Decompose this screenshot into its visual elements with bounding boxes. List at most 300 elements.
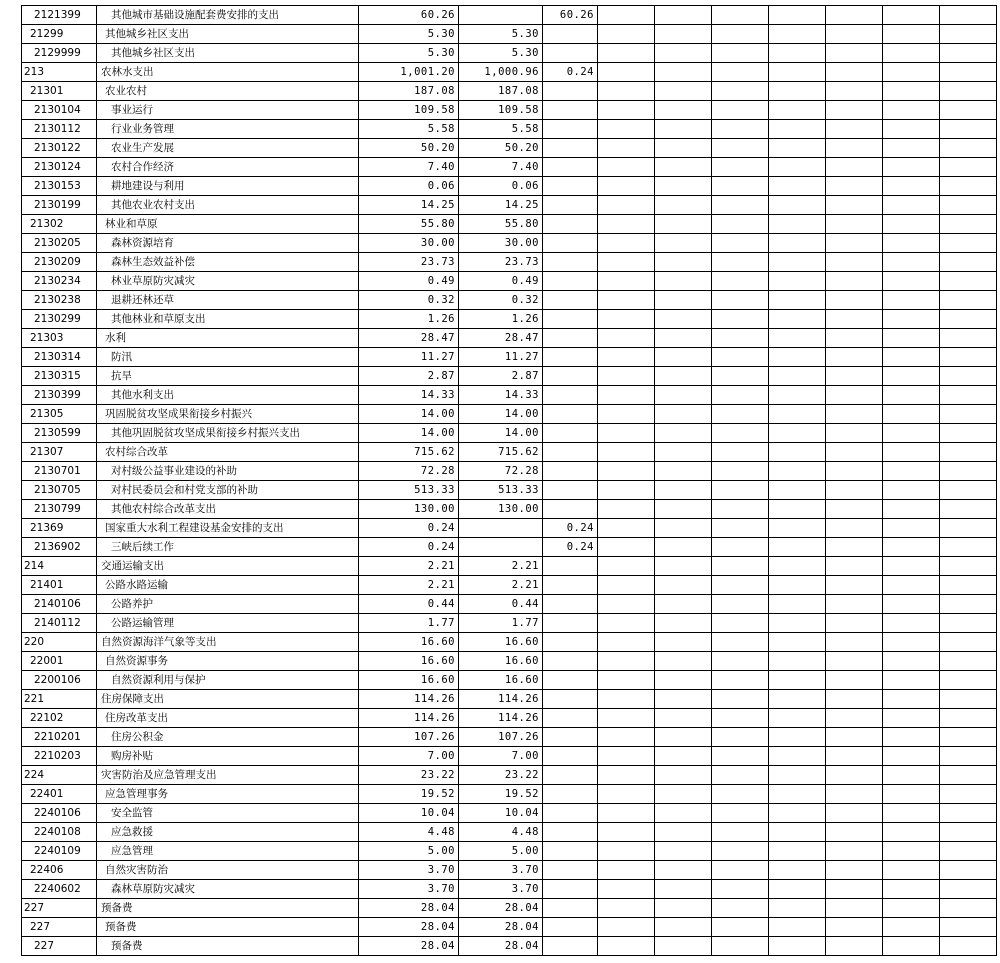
empty-cell <box>598 367 655 386</box>
empty-cell <box>826 861 883 880</box>
empty-cell <box>769 348 826 367</box>
total-amount-cell: 187.08 <box>359 82 459 101</box>
empty-cell <box>712 386 769 405</box>
general-budget-cell: 19.52 <box>459 785 543 804</box>
empty-cell <box>826 25 883 44</box>
total-amount-cell: 0.49 <box>359 272 459 291</box>
total-amount-cell: 10.04 <box>359 804 459 823</box>
subject-code-cell: 2130314 <box>22 348 97 367</box>
empty-cell <box>883 576 940 595</box>
empty-cell <box>883 785 940 804</box>
empty-cell <box>769 500 826 519</box>
empty-cell <box>883 804 940 823</box>
general-budget-cell: 30.00 <box>459 234 543 253</box>
empty-cell <box>826 633 883 652</box>
empty-cell <box>598 899 655 918</box>
total-amount-cell: 30.00 <box>359 234 459 253</box>
general-budget-cell: 16.60 <box>459 652 543 671</box>
table-row <box>22 120 997 139</box>
empty-cell <box>769 177 826 196</box>
empty-cell <box>598 443 655 462</box>
subject-code-cell: 2210201 <box>22 728 97 747</box>
total-amount-cell: 4.48 <box>359 823 459 842</box>
empty-cell <box>769 139 826 158</box>
empty-cell <box>655 614 712 633</box>
empty-cell <box>769 196 826 215</box>
empty-cell <box>712 576 769 595</box>
empty-cell <box>655 424 712 443</box>
empty-cell <box>883 63 940 82</box>
empty-cell <box>712 519 769 538</box>
empty-cell <box>883 310 940 329</box>
empty-cell <box>883 120 940 139</box>
table-row <box>22 329 997 348</box>
empty-cell <box>826 424 883 443</box>
budget-expenditure-table <box>21 5 997 956</box>
empty-cell <box>826 747 883 766</box>
subject-name-cell: 公路运输管理 <box>97 614 359 633</box>
empty-cell <box>769 82 826 101</box>
empty-cell <box>940 481 997 500</box>
empty-cell <box>769 785 826 804</box>
empty-cell <box>655 386 712 405</box>
general-budget-cell: 0.44 <box>459 595 543 614</box>
fund-budget-cell <box>543 880 598 899</box>
subject-code-cell: 21305 <box>22 405 97 424</box>
empty-cell <box>769 63 826 82</box>
fund-budget-cell: 60.26 <box>543 6 598 25</box>
empty-cell <box>598 158 655 177</box>
empty-cell <box>598 272 655 291</box>
general-budget-cell: 23.22 <box>459 766 543 785</box>
empty-cell <box>712 253 769 272</box>
empty-cell <box>598 519 655 538</box>
general-budget-cell: 1,000.96 <box>459 63 543 82</box>
empty-cell <box>712 557 769 576</box>
empty-cell <box>769 25 826 44</box>
empty-cell <box>598 842 655 861</box>
empty-cell <box>940 82 997 101</box>
subject-code-cell: 21307 <box>22 443 97 462</box>
table-row <box>22 158 997 177</box>
empty-cell <box>598 6 655 25</box>
empty-cell <box>883 6 940 25</box>
empty-cell <box>826 652 883 671</box>
total-amount-cell: 0.06 <box>359 177 459 196</box>
fund-budget-cell <box>543 25 598 44</box>
table-row <box>22 557 997 576</box>
table-row <box>22 652 997 671</box>
total-amount-cell: 16.60 <box>359 652 459 671</box>
empty-cell <box>769 310 826 329</box>
table-row <box>22 576 997 595</box>
table-row <box>22 728 997 747</box>
subject-code-cell: 21369 <box>22 519 97 538</box>
table-row <box>22 804 997 823</box>
empty-cell <box>940 443 997 462</box>
subject-code-cell: 2130124 <box>22 158 97 177</box>
empty-cell <box>598 766 655 785</box>
subject-name-cell: 其他城乡社区支出 <box>97 44 359 63</box>
table-row <box>22 443 997 462</box>
empty-cell <box>940 804 997 823</box>
general-budget-cell: 14.00 <box>459 424 543 443</box>
subject-code-cell: 227 <box>22 899 97 918</box>
subject-name-cell: 耕地建设与利用 <box>97 177 359 196</box>
fund-budget-cell: 0.24 <box>543 519 598 538</box>
empty-cell <box>769 899 826 918</box>
table-row <box>22 747 997 766</box>
empty-cell <box>712 652 769 671</box>
empty-cell <box>769 519 826 538</box>
empty-cell <box>712 481 769 500</box>
empty-cell <box>940 272 997 291</box>
total-amount-cell: 5.30 <box>359 25 459 44</box>
total-amount-cell: 715.62 <box>359 443 459 462</box>
empty-cell <box>826 234 883 253</box>
subject-code-cell: 2130234 <box>22 272 97 291</box>
table-row <box>22 500 997 519</box>
subject-name-cell: 其他水利支出 <box>97 386 359 405</box>
empty-cell <box>940 614 997 633</box>
empty-cell <box>883 519 940 538</box>
general-budget-cell: 5.30 <box>459 25 543 44</box>
empty-cell <box>598 120 655 139</box>
empty-cell <box>769 633 826 652</box>
empty-cell <box>826 196 883 215</box>
empty-cell <box>883 538 940 557</box>
empty-cell <box>712 44 769 63</box>
fund-budget-cell <box>543 481 598 500</box>
total-amount-cell: 14.25 <box>359 196 459 215</box>
empty-cell <box>940 291 997 310</box>
fund-budget-cell <box>543 633 598 652</box>
fund-budget-cell <box>543 367 598 386</box>
table-row <box>22 595 997 614</box>
subject-name-cell: 住房保障支出 <box>97 690 359 709</box>
empty-cell <box>940 196 997 215</box>
empty-cell <box>598 291 655 310</box>
empty-cell <box>712 633 769 652</box>
total-amount-cell: 7.40 <box>359 158 459 177</box>
empty-cell <box>883 481 940 500</box>
fund-budget-cell <box>543 196 598 215</box>
empty-cell <box>769 804 826 823</box>
empty-cell <box>769 728 826 747</box>
empty-cell <box>655 747 712 766</box>
empty-cell <box>712 424 769 443</box>
general-budget-cell: 0.32 <box>459 291 543 310</box>
total-amount-cell: 28.04 <box>359 937 459 956</box>
subject-name-cell: 防汛 <box>97 348 359 367</box>
subject-name-cell: 森林生态效益补偿 <box>97 253 359 272</box>
subject-code-cell: 2130299 <box>22 310 97 329</box>
empty-cell <box>769 272 826 291</box>
subject-name-cell: 林业和草原 <box>97 215 359 234</box>
subject-name-cell: 预备费 <box>97 937 359 956</box>
total-amount-cell: 28.04 <box>359 899 459 918</box>
empty-cell <box>883 291 940 310</box>
empty-cell <box>655 576 712 595</box>
empty-cell <box>598 823 655 842</box>
empty-cell <box>883 918 940 937</box>
empty-cell <box>826 329 883 348</box>
empty-cell <box>883 633 940 652</box>
empty-cell <box>883 671 940 690</box>
empty-cell <box>655 25 712 44</box>
empty-cell <box>940 139 997 158</box>
empty-cell <box>655 158 712 177</box>
empty-cell <box>712 785 769 804</box>
fund-budget-cell <box>543 386 598 405</box>
subject-code-cell: 2130701 <box>22 462 97 481</box>
subject-name-cell: 其他农业农村支出 <box>97 196 359 215</box>
fund-budget-cell <box>543 918 598 937</box>
empty-cell <box>598 557 655 576</box>
empty-cell <box>655 671 712 690</box>
empty-cell <box>769 481 826 500</box>
general-budget-cell: 2.87 <box>459 367 543 386</box>
empty-cell <box>769 690 826 709</box>
total-amount-cell: 16.60 <box>359 633 459 652</box>
subject-name-cell: 行业业务管理 <box>97 120 359 139</box>
subject-name-cell: 自然灾害防治 <box>97 861 359 880</box>
empty-cell <box>769 405 826 424</box>
empty-cell <box>598 234 655 253</box>
table-row <box>22 196 997 215</box>
empty-cell <box>712 709 769 728</box>
total-amount-cell: 60.26 <box>359 6 459 25</box>
subject-code-cell: 2240602 <box>22 880 97 899</box>
general-budget-cell: 5.30 <box>459 44 543 63</box>
table-row <box>22 823 997 842</box>
empty-cell <box>940 785 997 804</box>
subject-name-cell: 其他农村综合改革支出 <box>97 500 359 519</box>
empty-cell <box>655 44 712 63</box>
empty-cell <box>598 329 655 348</box>
fund-budget-cell <box>543 785 598 804</box>
empty-cell <box>655 709 712 728</box>
fund-budget-cell <box>543 709 598 728</box>
empty-cell <box>883 595 940 614</box>
empty-cell <box>940 671 997 690</box>
empty-cell <box>883 690 940 709</box>
empty-cell <box>826 158 883 177</box>
empty-cell <box>598 595 655 614</box>
table-row <box>22 291 997 310</box>
total-amount-cell: 16.60 <box>359 671 459 690</box>
empty-cell <box>940 766 997 785</box>
fund-budget-cell <box>543 443 598 462</box>
empty-cell <box>598 690 655 709</box>
empty-cell <box>655 101 712 120</box>
empty-cell <box>655 842 712 861</box>
empty-cell <box>769 918 826 937</box>
empty-cell <box>655 215 712 234</box>
empty-cell <box>598 310 655 329</box>
empty-cell <box>883 329 940 348</box>
subject-code-cell: 2130122 <box>22 139 97 158</box>
empty-cell <box>769 443 826 462</box>
subject-name-cell: 住房改革支出 <box>97 709 359 728</box>
subject-code-cell: 21301 <box>22 82 97 101</box>
empty-cell <box>883 500 940 519</box>
subject-name-cell: 自然资源海洋气象等支出 <box>97 633 359 652</box>
empty-cell <box>826 709 883 728</box>
empty-cell <box>655 538 712 557</box>
subject-code-cell: 2130599 <box>22 424 97 443</box>
empty-cell <box>712 823 769 842</box>
table-row <box>22 538 997 557</box>
table-row <box>22 82 997 101</box>
fund-budget-cell <box>543 272 598 291</box>
empty-cell <box>769 709 826 728</box>
empty-cell <box>769 367 826 386</box>
general-budget-cell: 2.21 <box>459 557 543 576</box>
fund-budget-cell <box>543 215 598 234</box>
total-amount-cell: 0.44 <box>359 595 459 614</box>
total-amount-cell: 50.20 <box>359 139 459 158</box>
empty-cell <box>826 937 883 956</box>
empty-cell <box>712 272 769 291</box>
subject-code-cell: 220 <box>22 633 97 652</box>
empty-cell <box>655 766 712 785</box>
empty-cell <box>826 766 883 785</box>
subject-name-cell: 森林草原防灾减灾 <box>97 880 359 899</box>
table-row <box>22 861 997 880</box>
empty-cell <box>598 462 655 481</box>
empty-cell <box>598 63 655 82</box>
empty-cell <box>826 899 883 918</box>
total-amount-cell: 28.04 <box>359 918 459 937</box>
empty-cell <box>598 405 655 424</box>
subject-code-cell: 2140112 <box>22 614 97 633</box>
subject-name-cell: 应急救援 <box>97 823 359 842</box>
general-budget-cell: 1.77 <box>459 614 543 633</box>
empty-cell <box>826 272 883 291</box>
empty-cell <box>940 918 997 937</box>
empty-cell <box>826 519 883 538</box>
fund-budget-cell <box>543 842 598 861</box>
empty-cell <box>655 272 712 291</box>
empty-cell <box>655 196 712 215</box>
empty-cell <box>883 158 940 177</box>
table-row <box>22 348 997 367</box>
empty-cell <box>655 500 712 519</box>
subject-code-cell: 214 <box>22 557 97 576</box>
general-budget-cell: 513.33 <box>459 481 543 500</box>
table-row <box>22 101 997 120</box>
fund-budget-cell <box>543 500 598 519</box>
empty-cell <box>883 139 940 158</box>
subject-code-cell: 2129999 <box>22 44 97 63</box>
empty-cell <box>655 63 712 82</box>
empty-cell <box>655 918 712 937</box>
table-row <box>22 272 997 291</box>
empty-cell <box>712 82 769 101</box>
empty-cell <box>769 462 826 481</box>
subject-code-cell: 2240108 <box>22 823 97 842</box>
empty-cell <box>940 880 997 899</box>
empty-cell <box>712 158 769 177</box>
table-row <box>22 405 997 424</box>
total-amount-cell: 0.24 <box>359 538 459 557</box>
fund-budget-cell <box>543 101 598 120</box>
subject-name-cell: 抗旱 <box>97 367 359 386</box>
empty-cell <box>655 823 712 842</box>
empty-cell <box>826 177 883 196</box>
table-row <box>22 709 997 728</box>
empty-cell <box>883 443 940 462</box>
subject-code-cell: 21299 <box>22 25 97 44</box>
subject-code-cell: 2210203 <box>22 747 97 766</box>
empty-cell <box>712 348 769 367</box>
empty-cell <box>655 6 712 25</box>
table-row <box>22 519 997 538</box>
fund-budget-cell: 0.24 <box>543 538 598 557</box>
empty-cell <box>769 823 826 842</box>
subject-name-cell: 自然资源利用与保护 <box>97 671 359 690</box>
empty-cell <box>826 120 883 139</box>
empty-cell <box>769 842 826 861</box>
empty-cell <box>769 291 826 310</box>
empty-cell <box>655 329 712 348</box>
fund-budget-cell <box>543 82 598 101</box>
subject-name-cell: 农村合作经济 <box>97 158 359 177</box>
empty-cell <box>883 462 940 481</box>
table-body <box>22 6 997 956</box>
empty-cell <box>883 709 940 728</box>
fund-budget-cell <box>543 462 598 481</box>
empty-cell <box>655 177 712 196</box>
empty-cell <box>655 462 712 481</box>
empty-cell <box>598 861 655 880</box>
empty-cell <box>883 177 940 196</box>
subject-code-cell: 2130705 <box>22 481 97 500</box>
general-budget-cell: 50.20 <box>459 139 543 158</box>
subject-name-cell: 巩固脱贫攻坚成果衔接乡村振兴 <box>97 405 359 424</box>
empty-cell <box>655 139 712 158</box>
empty-cell <box>826 443 883 462</box>
empty-cell <box>826 348 883 367</box>
empty-cell <box>769 880 826 899</box>
general-budget-cell: 1.26 <box>459 310 543 329</box>
empty-cell <box>712 443 769 462</box>
empty-cell <box>712 329 769 348</box>
empty-cell <box>769 671 826 690</box>
empty-cell <box>712 310 769 329</box>
empty-cell <box>940 329 997 348</box>
table-row <box>22 253 997 272</box>
total-amount-cell: 0.32 <box>359 291 459 310</box>
empty-cell <box>940 177 997 196</box>
table-row <box>22 614 997 633</box>
total-amount-cell: 28.47 <box>359 329 459 348</box>
empty-cell <box>883 253 940 272</box>
empty-cell <box>940 6 997 25</box>
empty-cell <box>598 785 655 804</box>
general-budget-cell: 187.08 <box>459 82 543 101</box>
empty-cell <box>712 880 769 899</box>
fund-budget-cell <box>543 652 598 671</box>
subject-code-cell: 213 <box>22 63 97 82</box>
general-budget-cell: 0.49 <box>459 272 543 291</box>
subject-name-cell: 农业生产发展 <box>97 139 359 158</box>
subject-code-cell: 221 <box>22 690 97 709</box>
subject-name-cell: 农林水支出 <box>97 63 359 82</box>
empty-cell <box>655 880 712 899</box>
subject-name-cell: 灾害防治及应急管理支出 <box>97 766 359 785</box>
